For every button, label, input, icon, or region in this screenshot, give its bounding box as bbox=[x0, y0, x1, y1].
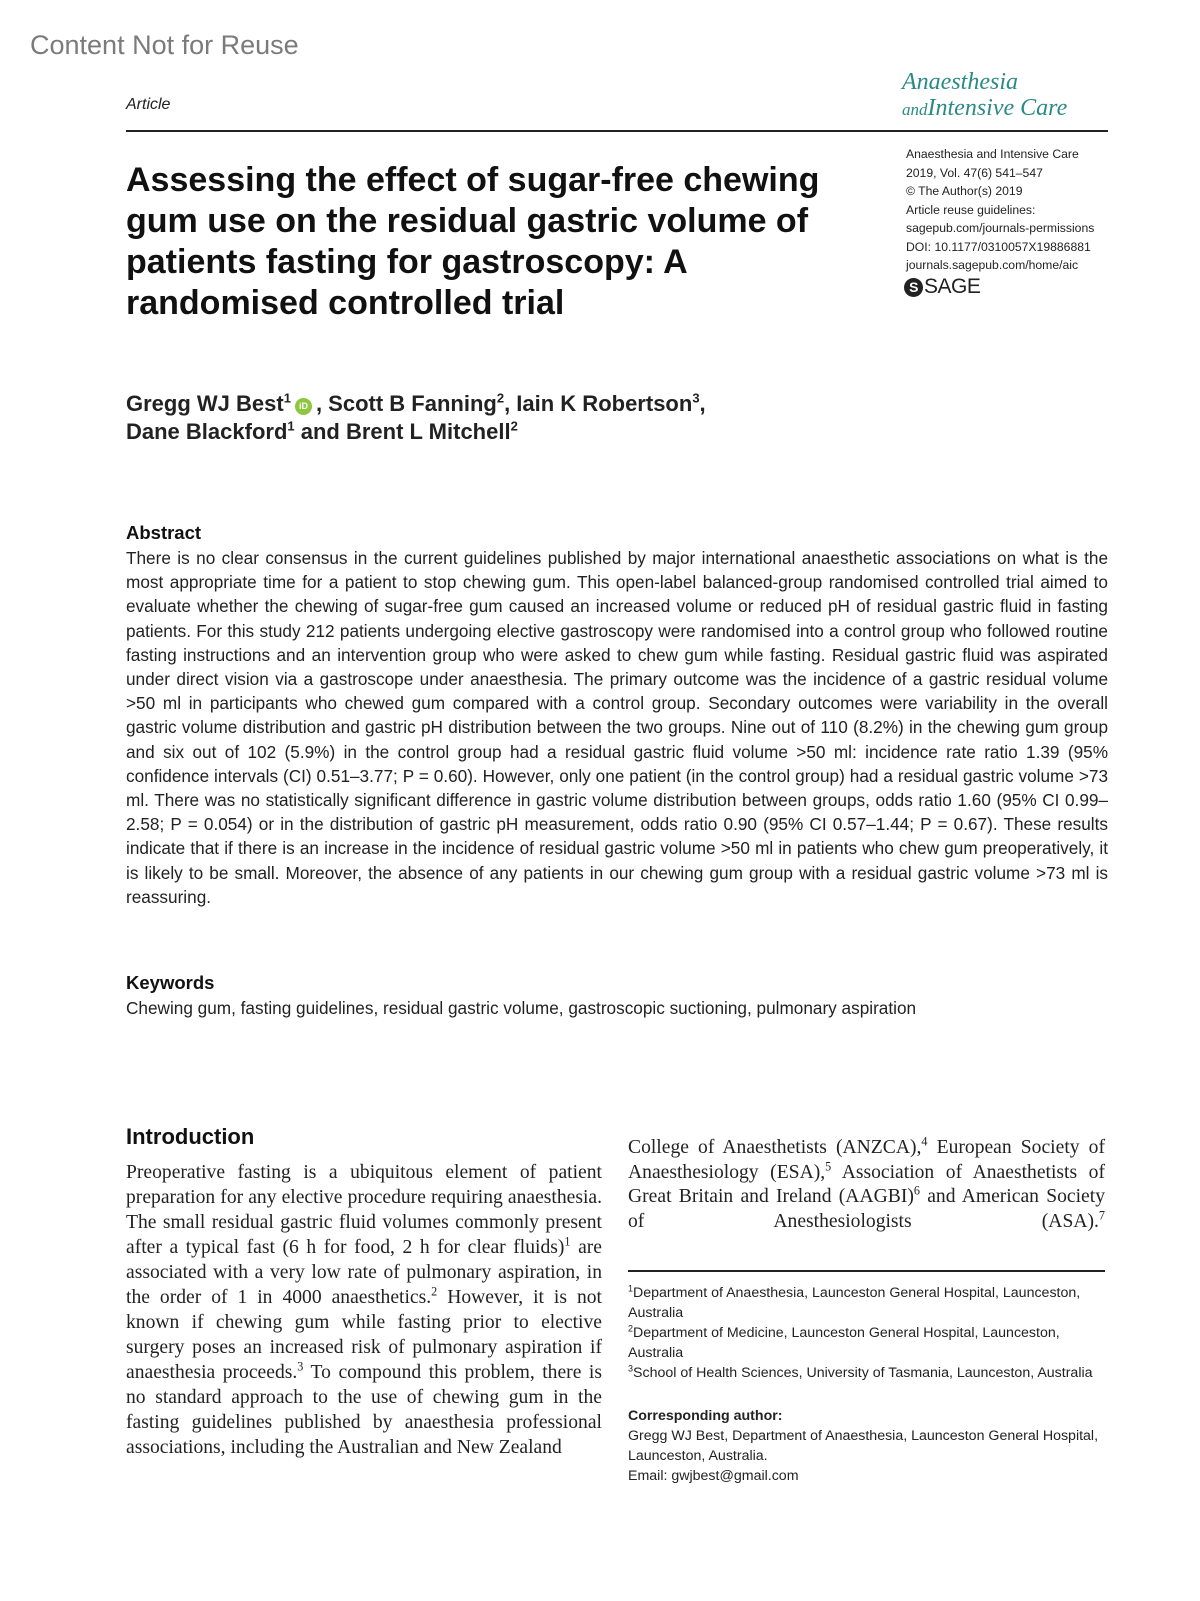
affiliations bbox=[628, 1283, 1108, 1383]
reference-link[interactable]: 6 bbox=[913, 1183, 920, 1198]
intro-text: To compound this problem, there is no standard approach to the use of chewing gum in the fasting guidelines published by anaesthesia professional associations, including the Australian and New Zealand bbox=[126, 1362, 602, 1458]
intro-text: Preoperative fasting is a ubiquitous element of patient preparation for any elective procedure requiring anaesthesia. The small residual gastric fluid volumes commonly present after a typical fast (6 h for food, 2 h for clear fluids) bbox=[126, 1162, 602, 1258]
corresponding-author-label: Corresponding author: bbox=[628, 1408, 783, 1424]
introduction-paragraph-right bbox=[628, 1136, 1105, 1234]
journal-name-line2 bbox=[902, 96, 1067, 120]
intro-text: Association of Anaesthetists of Great Britain and Ireland (AAGBI) bbox=[628, 1161, 1105, 1207]
introduction-paragraph-left bbox=[126, 1160, 602, 1460]
meta-journal: Anaesthesia and Intensive Care bbox=[906, 147, 1079, 161]
corresponding-author bbox=[628, 1406, 1108, 1486]
affiliation-sup: 3 bbox=[628, 1363, 634, 1374]
intro-text: College of Anaesthetists (ANZCA), bbox=[628, 1137, 922, 1158]
citation-meta bbox=[906, 145, 1094, 275]
author-name[interactable]: Scott B Fanning bbox=[328, 391, 497, 416]
abstract-text: There is no clear consensus in the current guidelines published by major international anaesthetic associations on what is the most appropriate time for a patient to stop chewing gum. This open-label balanced-group randomised controlled trial aimed to evaluate whether the chewing of sugar-free gum caused an increased volume or reduced pH of residual gastric fluid in fasting patients. For this study 212 patients undergoing elective gastroscopy were randomised into a control group who followed routine fasting instructions and an intervention group who were asked to chew gum while fasting. Residual gastric fluid was aspirated under direct vision via a gastroscope under anaesthesia. The primary outcome was the incidence of a gastric residual volume >50 ml in participants who chewed gum compared with a control group. Secondary outcomes were variability in the overall gastric volume distribution and gastric pH distribution between the two groups. Nine out of 110 (8.2%) in the chewing gum group and six out of 102 (5.9%) in the control group had a residual gastric fluid volume >50 ml: incidence rate ratio 1.39 (95% confidence intervals (CI) 0.51–3.77; P = 0.60). However, only one patient (in the control group) had a residual gastric volume >73 ml. There was no statistically significant difference in gastric volume distribution between groups, odds ratio 1.60 (95% CI 0.99–2.58; P = 0.054) or in the distribution of gastric pH measurement, odds ratio 0.90 (95% CI 0.57–1.44; P = 0.67). These results indicate that if there is an increase in the incidence of residual gastric volume >50 ml in patients who chew gum preoperatively, it is likely to be small. Moreover, the absence of any patients in our chewing gum group with a residual gastric volume >73 ml is reassuring. bbox=[126, 548, 1108, 907]
author-affil-sup: 1 bbox=[287, 418, 295, 434]
meta-volume: 2019, Vol. 47(6) 541–547 bbox=[906, 165, 1043, 180]
sage-icon: S bbox=[904, 278, 923, 297]
author-separator: and bbox=[294, 419, 346, 444]
keywords-text: Chewing gum, fasting guidelines, residual gastric volume, gastroscopic suctioning, pulmonary aspiration bbox=[126, 998, 917, 1018]
corresponding-author-text: Gregg WJ Best, Department of Anaesthesia, Launceston General Hospital, Launceston, Australia. bbox=[628, 1428, 1099, 1464]
author-affil-sup: 3 bbox=[692, 390, 700, 406]
author-name[interactable]: Gregg WJ Best bbox=[126, 391, 284, 416]
affiliation-text: Department of Anaesthesia, Launceston General Hospital, Launceston, Australia bbox=[628, 1285, 1081, 1321]
meta-copyright: © The Author(s) 2019 bbox=[906, 184, 1023, 198]
journal-name-rest: Intensive Care bbox=[927, 95, 1068, 121]
journal-name-and: and bbox=[902, 100, 928, 119]
journal-logo bbox=[902, 70, 1067, 120]
publisher-logo bbox=[904, 275, 980, 299]
footnote-rule bbox=[628, 1270, 1105, 1272]
publisher-name: SAGE bbox=[924, 275, 981, 298]
reference-link[interactable]: 5 bbox=[825, 1158, 832, 1173]
affiliation-text: Department of Medicine, Launceston General Hospital, Launceston, Australia bbox=[628, 1325, 1060, 1361]
orcid-icon[interactable]: iD bbox=[295, 398, 312, 415]
intro-text: European Society of Anaesthesiology (ESA), bbox=[628, 1137, 1105, 1183]
author-separator: , bbox=[504, 391, 517, 416]
author-separator: , bbox=[699, 391, 706, 416]
meta-reuse-link[interactable]: sagepub.com/journals-permissions bbox=[906, 221, 1095, 235]
header-rule bbox=[126, 130, 1108, 132]
watermark: Content Not for Reuse bbox=[30, 30, 299, 60]
meta-doi[interactable]: DOI: 10.1177/0310057X19886881 bbox=[906, 239, 1091, 254]
meta-reuse-label: Article reuse guidelines: bbox=[906, 202, 1036, 217]
author-list bbox=[126, 390, 886, 446]
author-affil-sup: 2 bbox=[496, 390, 505, 406]
author-affil-sup: 2 bbox=[510, 418, 518, 434]
intro-text: However, it is not known if chewing gum while fasting prior to elective surgery poses an increased risk of pulmonary aspiration if anaesthesia proceeds. bbox=[126, 1287, 602, 1383]
affiliation-text: School of Health Sciences, University of Tasmania, Launceston, Australia bbox=[633, 1365, 1093, 1381]
reference-link[interactable]: 2 bbox=[431, 1284, 438, 1299]
affiliation-item bbox=[628, 1363, 1108, 1383]
intro-text: and American Society of Anesthesiologists (ASA). bbox=[628, 1186, 1105, 1232]
keywords-heading: Keywords bbox=[126, 972, 215, 993]
author-name[interactable]: Brent L Mitchell bbox=[345, 419, 511, 444]
author-name[interactable]: Dane Blackford bbox=[126, 419, 288, 444]
meta-homepage-link[interactable]: journals.sagepub.com/home/aic bbox=[906, 258, 1079, 272]
article-type-label: Article bbox=[126, 96, 171, 113]
introduction-heading: Introduction bbox=[126, 1124, 255, 1149]
author-name[interactable]: Iain K Robertson bbox=[516, 391, 693, 416]
abstract-heading: Abstract bbox=[126, 522, 202, 543]
author-separator: , bbox=[315, 391, 329, 416]
intro-text: are associated with a very low rate of pulmonary aspiration, in the order of 1 in 4000 anaesthetics. bbox=[126, 1237, 602, 1308]
affiliation-item bbox=[628, 1283, 1108, 1323]
journal-name-line1: Anaesthesia bbox=[902, 69, 1018, 95]
reference-link[interactable]: 1 bbox=[564, 1234, 571, 1249]
reference-link[interactable]: 7 bbox=[1098, 1207, 1105, 1222]
corresponding-author-email[interactable]: Email: gwjbest@gmail.com bbox=[628, 1468, 799, 1484]
article-title: Assessing the effect of sugar-free chewing gum use on the residual gastric volume of patients fasting for gastroscopy: A randomised controlled trial bbox=[126, 161, 820, 322]
author-affil-sup: 1 bbox=[283, 390, 291, 406]
affiliation-item bbox=[628, 1323, 1108, 1363]
reference-link[interactable]: 3 bbox=[297, 1359, 304, 1374]
affiliation-sup: 1 bbox=[628, 1283, 634, 1294]
affiliation-sup: 2 bbox=[628, 1323, 634, 1334]
reference-link[interactable]: 4 bbox=[921, 1134, 928, 1149]
